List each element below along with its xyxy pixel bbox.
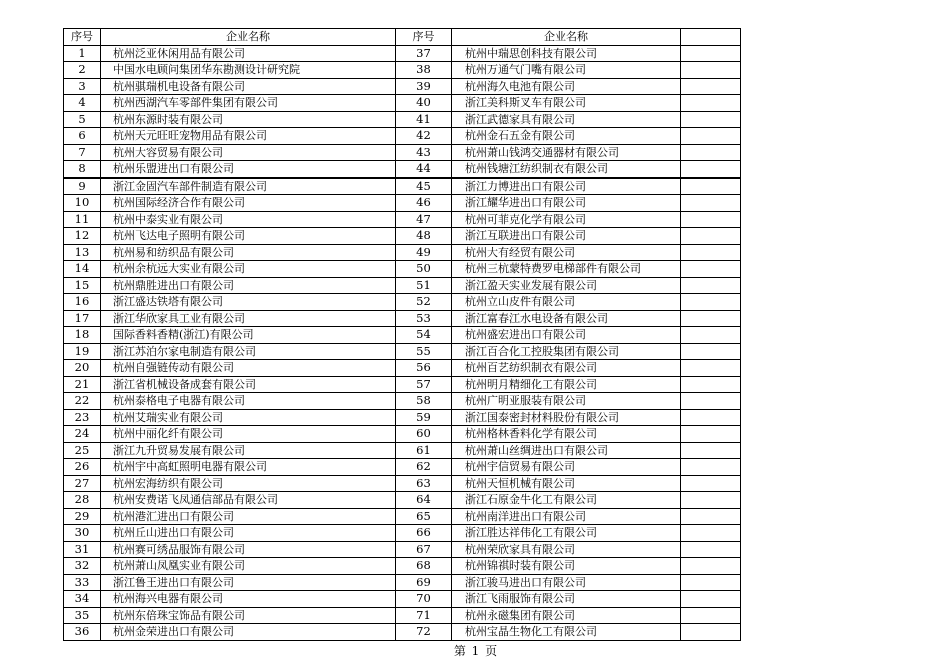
serial-number-cell: 35 <box>64 607 101 624</box>
serial-number-cell: 64 <box>396 492 452 509</box>
serial-number-cell: 38 <box>396 62 452 79</box>
serial-number-cell: 55 <box>396 343 452 360</box>
blank-cell <box>681 128 741 145</box>
company-name-cell: 杭州港汇进出口有限公司 <box>101 508 396 525</box>
serial-number-cell: 60 <box>396 426 452 443</box>
serial-number-cell: 6 <box>64 128 101 145</box>
company-name-cell: 杭州锦祺时装有限公司 <box>452 558 681 575</box>
table-row <box>64 244 741 261</box>
blank-cell <box>681 393 741 410</box>
serial-number-cell: 21 <box>64 376 101 393</box>
blank-cell <box>681 178 741 195</box>
serial-number-cell: 56 <box>396 360 452 377</box>
serial-number-cell: 46 <box>396 195 452 212</box>
company-name-cell: 杭州百艺纺织制衣有限公司 <box>452 360 681 377</box>
company-name-cell: 杭州荣欣家具有限公司 <box>452 541 681 558</box>
serial-number-cell: 48 <box>396 228 452 245</box>
serial-number-cell: 30 <box>64 525 101 542</box>
table-row <box>64 45 741 62</box>
table-row <box>64 211 741 228</box>
serial-number-cell: 22 <box>64 393 101 410</box>
company-name-cell: 国际香料香精(浙江)有限公司 <box>101 327 396 344</box>
blank-cell <box>681 95 741 112</box>
header-company-name-right: 企业名称 <box>452 29 681 46</box>
serial-number-cell: 57 <box>396 376 452 393</box>
serial-number-cell: 40 <box>396 95 452 112</box>
company-name-cell: 杭州格林香料化学有限公司 <box>452 426 681 443</box>
table-row <box>64 525 741 542</box>
table-row <box>64 310 741 327</box>
serial-number-cell: 58 <box>396 393 452 410</box>
serial-number-cell: 27 <box>64 475 101 492</box>
company-name-cell: 杭州泰格电子电器有限公司 <box>101 393 396 410</box>
serial-number-cell: 63 <box>396 475 452 492</box>
table-row <box>64 360 741 377</box>
company-name-cell: 杭州易和纺织品有限公司 <box>101 244 396 261</box>
serial-number-cell: 31 <box>64 541 101 558</box>
blank-cell <box>681 558 741 575</box>
table-row <box>64 327 741 344</box>
blank-cell <box>681 78 741 95</box>
company-name-cell: 杭州中泰实业有限公司 <box>101 211 396 228</box>
header-company-name-left: 企业名称 <box>101 29 396 46</box>
company-name-cell: 杭州钱塘江纺织制衣有限公司 <box>452 161 681 178</box>
serial-number-cell: 44 <box>396 161 452 178</box>
company-name-cell: 杭州金荣进出口有限公司 <box>101 624 396 641</box>
company-name-cell: 杭州可菲克化学有限公司 <box>452 211 681 228</box>
blank-cell <box>681 144 741 161</box>
table-row <box>64 409 741 426</box>
serial-number-cell: 53 <box>396 310 452 327</box>
serial-number-cell: 28 <box>64 492 101 509</box>
company-name-cell: 杭州宇信贸易有限公司 <box>452 459 681 476</box>
serial-number-cell: 72 <box>396 624 452 641</box>
company-name-cell: 浙江力博进出口有限公司 <box>452 178 681 195</box>
table-row <box>64 111 741 128</box>
company-name-cell: 杭州余杭远大实业有限公司 <box>101 261 396 278</box>
company-name-cell: 浙江武德家具有限公司 <box>452 111 681 128</box>
company-name-cell: 浙江美科斯叉车有限公司 <box>452 95 681 112</box>
company-name-cell: 浙江飞雨服饰有限公司 <box>452 591 681 608</box>
company-name-cell: 杭州天恒机械有限公司 <box>452 475 681 492</box>
page-number-label: 第 1 页 <box>453 644 499 658</box>
serial-number-cell: 70 <box>396 591 452 608</box>
company-name-cell: 杭州安费诺飞凤通信部品有限公司 <box>101 492 396 509</box>
company-name-cell: 浙江鲁王进出口有限公司 <box>101 574 396 591</box>
company-name-cell: 杭州永磁集团有限公司 <box>452 607 681 624</box>
serial-number-cell: 9 <box>64 178 101 195</box>
company-name-cell: 浙江互联进出口有限公司 <box>452 228 681 245</box>
serial-number-cell: 25 <box>64 442 101 459</box>
table-row <box>64 426 741 443</box>
serial-number-cell: 29 <box>64 508 101 525</box>
table-row <box>64 228 741 245</box>
serial-number-cell: 1 <box>64 45 101 62</box>
blank-cell <box>681 541 741 558</box>
company-name-cell: 浙江骏马进出口有限公司 <box>452 574 681 591</box>
page-footer <box>0 642 950 659</box>
serial-number-cell: 39 <box>396 78 452 95</box>
table-row <box>64 442 741 459</box>
serial-number-cell: 52 <box>396 294 452 311</box>
serial-number-cell: 51 <box>396 277 452 294</box>
company-name-cell: 杭州泛亚休闲用品有限公司 <box>101 45 396 62</box>
table-row <box>64 261 741 278</box>
table-row <box>64 95 741 112</box>
company-name-cell: 浙江苏泊尔家电制造有限公司 <box>101 343 396 360</box>
serial-number-cell: 16 <box>64 294 101 311</box>
serial-number-cell: 61 <box>396 442 452 459</box>
company-name-cell: 中国水电顾问集团华东勘测设计研究院 <box>101 62 396 79</box>
company-name-cell: 浙江九升贸易发展有限公司 <box>101 442 396 459</box>
serial-number-cell: 10 <box>64 195 101 212</box>
serial-number-cell: 2 <box>64 62 101 79</box>
company-name-cell: 杭州萧山丝绸进出口有限公司 <box>452 442 681 459</box>
blank-cell <box>681 310 741 327</box>
serial-number-cell: 66 <box>396 525 452 542</box>
serial-number-cell: 71 <box>396 607 452 624</box>
company-name-cell: 杭州艾瑞实业有限公司 <box>101 409 396 426</box>
serial-number-cell: 59 <box>396 409 452 426</box>
table-row <box>64 541 741 558</box>
serial-number-cell: 69 <box>396 574 452 591</box>
serial-number-cell: 4 <box>64 95 101 112</box>
blank-cell <box>681 624 741 641</box>
table-row <box>64 607 741 624</box>
table-row <box>64 574 741 591</box>
table-row <box>64 62 741 79</box>
serial-number-cell: 12 <box>64 228 101 245</box>
serial-number-cell: 15 <box>64 277 101 294</box>
serial-number-cell: 42 <box>396 128 452 145</box>
company-name-cell: 杭州中瑞思创科技有限公司 <box>452 45 681 62</box>
company-name-cell: 杭州萧山凤凰实业有限公司 <box>101 558 396 575</box>
company-name-cell: 浙江国泰密封材料股份有限公司 <box>452 409 681 426</box>
blank-cell <box>681 376 741 393</box>
table-row <box>64 393 741 410</box>
company-name-cell: 浙江盛达铁塔有限公司 <box>101 294 396 311</box>
serial-number-cell: 11 <box>64 211 101 228</box>
company-name-cell: 杭州大容贸易有限公司 <box>101 144 396 161</box>
company-name-cell: 浙江华欣家具工业有限公司 <box>101 310 396 327</box>
table-row <box>64 294 741 311</box>
table-row <box>64 508 741 525</box>
company-name-cell: 浙江金固汽车部件制造有限公司 <box>101 178 396 195</box>
serial-number-cell: 8 <box>64 161 101 178</box>
company-name-cell: 浙江石原金牛化工有限公司 <box>452 492 681 509</box>
serial-number-cell: 19 <box>64 343 101 360</box>
blank-cell <box>681 459 741 476</box>
company-name-cell: 杭州骐瑞机电设备有限公司 <box>101 78 396 95</box>
serial-number-cell: 68 <box>396 558 452 575</box>
company-name-cell: 杭州明月精细化工有限公司 <box>452 376 681 393</box>
serial-number-cell: 26 <box>64 459 101 476</box>
table-row <box>64 376 741 393</box>
serial-number-cell: 43 <box>396 144 452 161</box>
header-serial-number-right: 序号 <box>396 29 452 46</box>
blank-cell <box>681 244 741 261</box>
company-name-cell: 杭州乐盟进出口有限公司 <box>101 161 396 178</box>
blank-cell <box>681 62 741 79</box>
company-name-cell: 杭州宝晶生物化工有限公司 <box>452 624 681 641</box>
company-name-cell: 杭州海兴电器有限公司 <box>101 591 396 608</box>
company-name-cell: 浙江盈天实业发展有限公司 <box>452 277 681 294</box>
serial-number-cell: 49 <box>396 244 452 261</box>
blank-cell <box>681 409 741 426</box>
blank-cell <box>681 161 741 178</box>
table-row <box>64 343 741 360</box>
table-row <box>64 128 741 145</box>
company-name-cell: 杭州飞达电子照明有限公司 <box>101 228 396 245</box>
table-row <box>64 459 741 476</box>
table-row <box>64 144 741 161</box>
company-name-cell: 杭州宏海纺织有限公司 <box>101 475 396 492</box>
serial-number-cell: 20 <box>64 360 101 377</box>
serial-number-cell: 45 <box>396 178 452 195</box>
company-name-cell: 浙江胜达祥伟化工有限公司 <box>452 525 681 542</box>
serial-number-cell: 23 <box>64 409 101 426</box>
table-body <box>64 45 741 640</box>
serial-number-cell: 34 <box>64 591 101 608</box>
blank-cell <box>681 475 741 492</box>
blank-cell <box>681 343 741 360</box>
company-name-cell: 杭州南洋进出口有限公司 <box>452 508 681 525</box>
table-row <box>64 624 741 641</box>
company-name-cell: 杭州立山皮件有限公司 <box>452 294 681 311</box>
company-name-cell: 杭州西湖汽车零部件集团有限公司 <box>101 95 396 112</box>
table-row <box>64 492 741 509</box>
company-list-table <box>63 28 741 641</box>
table-row <box>64 277 741 294</box>
company-name-cell: 杭州盛宏进出口有限公司 <box>452 327 681 344</box>
blank-cell <box>681 525 741 542</box>
serial-number-cell: 24 <box>64 426 101 443</box>
table-row <box>64 475 741 492</box>
blank-cell <box>681 261 741 278</box>
table-row <box>64 591 741 608</box>
serial-number-cell: 47 <box>396 211 452 228</box>
company-name-cell: 浙江百合化工控股集团有限公司 <box>452 343 681 360</box>
table-row <box>64 161 741 178</box>
header-row <box>64 29 741 46</box>
blank-cell <box>681 327 741 344</box>
company-name-cell: 杭州东源时装有限公司 <box>101 111 396 128</box>
serial-number-cell: 14 <box>64 261 101 278</box>
blank-cell <box>681 607 741 624</box>
serial-number-cell: 3 <box>64 78 101 95</box>
serial-number-cell: 13 <box>64 244 101 261</box>
company-name-cell: 杭州广明亚服装有限公司 <box>452 393 681 410</box>
blank-cell <box>681 277 741 294</box>
company-name-cell: 杭州中丽化纤有限公司 <box>101 426 396 443</box>
company-name-cell: 杭州天元旺旺宠物用品有限公司 <box>101 128 396 145</box>
company-name-cell: 杭州三杭蒙特费罗电梯部件有限公司 <box>452 261 681 278</box>
serial-number-cell: 36 <box>64 624 101 641</box>
serial-number-cell: 18 <box>64 327 101 344</box>
blank-cell <box>681 211 741 228</box>
blank-cell <box>681 574 741 591</box>
blank-cell <box>681 228 741 245</box>
company-name-cell: 杭州丘山进出口有限公司 <box>101 525 396 542</box>
serial-number-cell: 65 <box>396 508 452 525</box>
table-row <box>64 195 741 212</box>
company-name-cell: 杭州宇中高虹照明电器有限公司 <box>101 459 396 476</box>
serial-number-cell: 5 <box>64 111 101 128</box>
blank-cell <box>681 508 741 525</box>
company-name-cell: 杭州萧山钱鸿交通器材有限公司 <box>452 144 681 161</box>
company-name-cell: 杭州赛可绣品服饰有限公司 <box>101 541 396 558</box>
serial-number-cell: 33 <box>64 574 101 591</box>
company-name-cell: 杭州万通气门嘴有限公司 <box>452 62 681 79</box>
company-name-cell: 浙江富春江水电设备有限公司 <box>452 310 681 327</box>
blank-cell <box>681 111 741 128</box>
serial-number-cell: 17 <box>64 310 101 327</box>
serial-number-cell: 67 <box>396 541 452 558</box>
blank-cell <box>681 360 741 377</box>
serial-number-cell: 50 <box>396 261 452 278</box>
table-row <box>64 558 741 575</box>
company-name-cell: 杭州海久电池有限公司 <box>452 78 681 95</box>
serial-number-cell: 7 <box>64 144 101 161</box>
blank-cell <box>681 591 741 608</box>
header-blank-cell <box>681 29 741 46</box>
serial-number-cell: 41 <box>396 111 452 128</box>
serial-number-cell: 32 <box>64 558 101 575</box>
serial-number-cell: 62 <box>396 459 452 476</box>
company-name-cell: 杭州自强链传动有限公司 <box>101 360 396 377</box>
company-name-cell: 杭州鼎胜进出口有限公司 <box>101 277 396 294</box>
company-name-cell: 杭州东倍珠宝饰品有限公司 <box>101 607 396 624</box>
header-serial-number-left: 序号 <box>64 29 101 46</box>
blank-cell <box>681 492 741 509</box>
company-name-cell: 浙江耀华进出口有限公司 <box>452 195 681 212</box>
table-row <box>64 178 741 195</box>
company-name-cell: 浙江省机械设备成套有限公司 <box>101 376 396 393</box>
blank-cell <box>681 442 741 459</box>
table-row <box>64 78 741 95</box>
serial-number-cell: 37 <box>396 45 452 62</box>
blank-cell <box>681 195 741 212</box>
serial-number-cell: 54 <box>396 327 452 344</box>
blank-cell <box>681 45 741 62</box>
company-name-cell: 杭州金石五金有限公司 <box>452 128 681 145</box>
company-name-cell: 杭州大有经贸有限公司 <box>452 244 681 261</box>
blank-cell <box>681 294 741 311</box>
blank-cell <box>681 426 741 443</box>
company-name-cell: 杭州国际经济合作有限公司 <box>101 195 396 212</box>
